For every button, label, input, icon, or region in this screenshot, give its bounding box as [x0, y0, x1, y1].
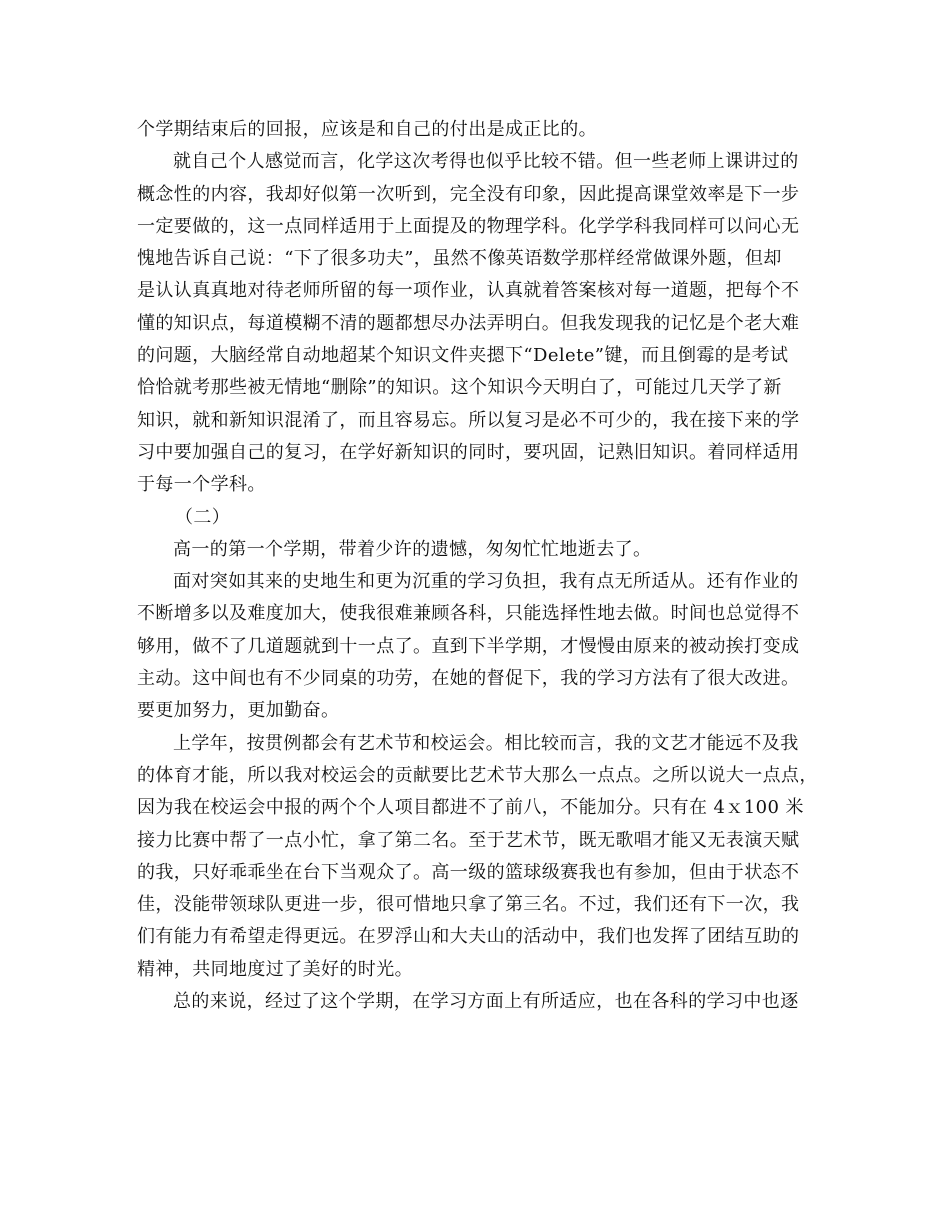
- text-line: 接力比赛中帮了一点小忙，拿了第二名。至于艺术节，既无歌唱才能又无表演天赋: [137, 829, 800, 851]
- section-heading: [137, 502, 821, 534]
- text-line: 佳，没能带领球队更进一步，很可惜地只拿了第三名。不过，我们还有下一次，我: [137, 894, 800, 916]
- text-line: 面对突如其来的史地生和更为沉重的学习负担，我有点无所适从。还有作业的: [173, 571, 799, 593]
- body-text: [137, 114, 821, 1018]
- text-line: 因为我在校运会中报的两个个人项目都进不了前八，不能加分。只有在 4ｘ100 米: [137, 797, 804, 819]
- text-line: 不断增多以及难度加大，使我很难兼顾各科，只能选择性地去做。时间也总觉得不: [137, 603, 800, 625]
- text-line: 于每一个学科。: [137, 474, 266, 496]
- paragraph: [137, 986, 821, 1018]
- text-line: 的问题，大脑经常自动地超某个知识文件夹摁下“Delete”键，而且倒霉的是考试: [137, 345, 789, 367]
- text-line: 够用，做不了几道题就到十一点了。直到下半学期，才慢慢由原来的被动挨打变成: [137, 635, 800, 657]
- paragraph: [137, 114, 821, 146]
- text-line: 高一的第一个学期，带着少许的遗憾，匆匆忙忙地逝去了。: [173, 538, 652, 560]
- text-line: 的我，只好乖乖坐在台下当观众了。高一级的篮球级赛我也有参加，但由于状态不: [137, 861, 800, 883]
- text-line: 懂的知识点，每道模糊不清的题都想尽办法弄明白。但我发现我的记忆是个老大难: [137, 312, 800, 334]
- text-line: 概念性的内容，我却好似第一次听到，完全没有印象，因此提高课堂效率是下一步: [137, 183, 800, 205]
- paragraph: [137, 566, 821, 727]
- paragraph: [137, 728, 821, 986]
- text-line: 知识，就和新知识混淆了，而且容易忘。所以复习是必不可少的，我在接下来的学: [137, 409, 800, 431]
- text-line: 们有能力有希望走得更远。在罗浮山和大夫山的活动中，我们也发挥了团结互助的: [137, 926, 800, 948]
- text-line: 的体育才能，所以我对校运会的贡献要比艺术节大那么一点点。之所以说大一点点，: [137, 764, 818, 786]
- text-line: 一定要做的，这一点同样适用于上面提及的物理学科。化学学科我同样可以问心无: [137, 215, 800, 237]
- text-line: 个学期结束后的回报，应该是和自己的付出是成正比的。: [137, 119, 597, 140]
- text-line: 要更加努力，更加勤奋。: [137, 700, 340, 722]
- text-line: 上学年，按贯例都会有艺术节和校运会。相比较而言，我的文艺才能远不及我: [173, 732, 799, 754]
- text-line: 总的来说，经过了这个学期，在学习方面上有所适应，也在各科的学习中也逐: [173, 991, 799, 1013]
- text-line: 习中要加强自己的复习，在学好新知识的同时，要巩固，记熟旧知识。着同样适用: [137, 441, 800, 463]
- paragraph: [137, 146, 821, 501]
- text-line: 精神，共同地度过了美好的时光。: [137, 958, 413, 980]
- text-line: 是认认真真地对待老师所留的每一项作业，认真就着答案核对每一道题，把每个不: [137, 280, 800, 302]
- text-line: （二）: [175, 506, 231, 528]
- text-line: 愧地告诉自己说：“下了很多功夫”，虽然不像英语数学那样经常做课外题，但却: [137, 248, 782, 270]
- paragraph: [137, 534, 821, 566]
- text-line: 恰恰就考那些被无情地“删除”的知识。这个知识今天明白了，可能过几天学了新: [137, 377, 782, 399]
- text-line: 主动。这中间也有不少同桌的功劳，在她的督促下，我的学习方法有了很大改进。: [137, 668, 800, 690]
- text-line: 就自己个人感觉而言，化学这次考得也似乎比较不错。但一些老师上课讲过的: [173, 151, 799, 173]
